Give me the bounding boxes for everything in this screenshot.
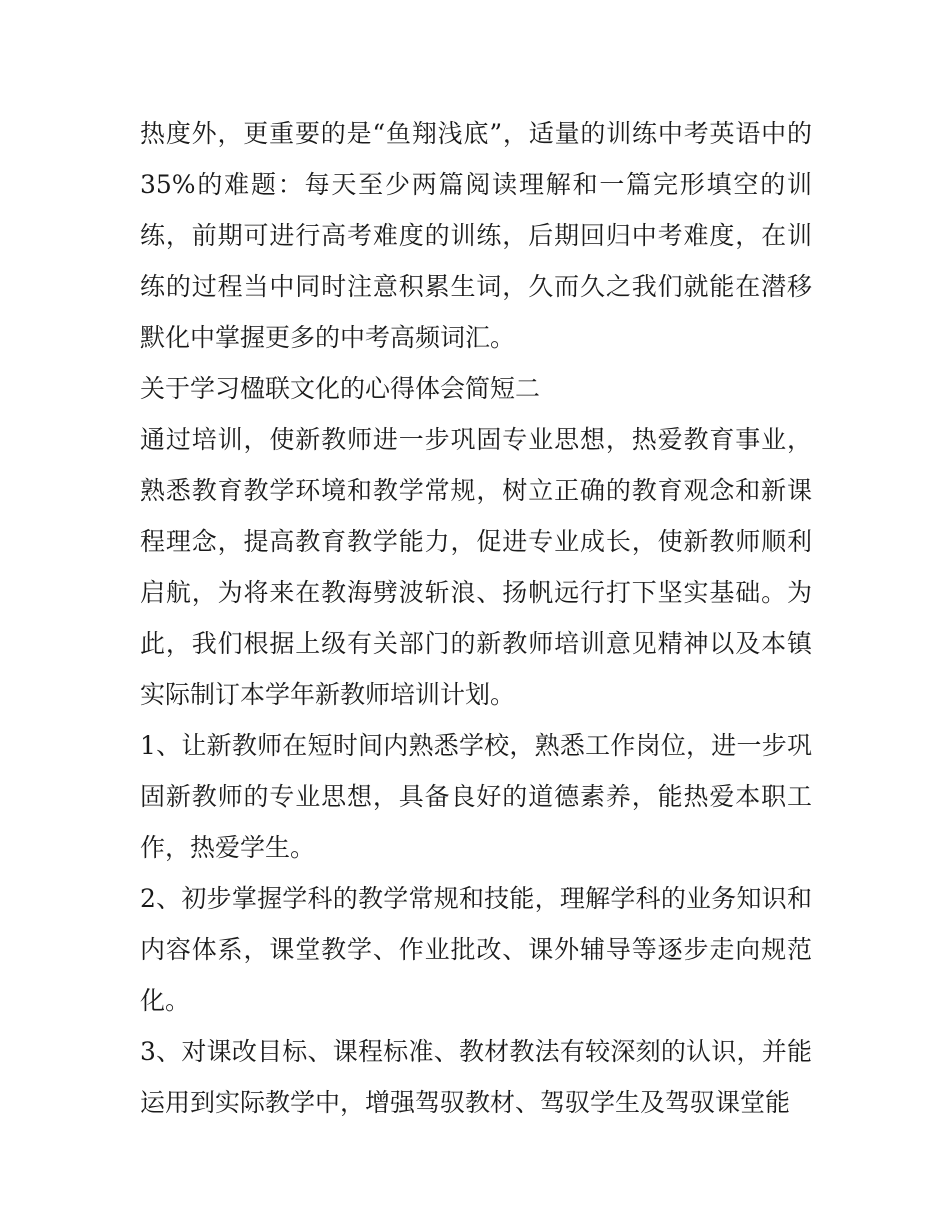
- paragraph-goal-1: 1、让新教师在短时间内熟悉学校，熟悉工作岗位，进一步巩固新教师的专业思想，具备良好的道德素养，能热爱本职工作，热爱学生。: [140, 731, 812, 862]
- paragraph-goal-2: 2、初步掌握学科的教学常规和技能，理解学科的业务知识和内容体系，课堂教学、作业批改、课外辅导等逐步走向规范化。: [140, 884, 812, 1015]
- paragraph-intro-continued: 热度外，更重要的是“鱼翔浅底”，适量的训练中考英语中的35%的难题：每天至少两篇阅读理解和一篇完形填空的训练，前期可进行高考难度的训练，后期回归中考难度，在训练的过程当中同时注意积累生词，久而久之我们就能在潜移默化中掌握更多的中考高频词汇。: [140, 119, 812, 352]
- paragraph-training-purpose: 通过培训，使新教师进一步巩固专业思想，热爱教育事业，熟悉教育教学环境和教学常规，树立正确的教育观念和新课程理念，提高教育教学能力，促进专业成长，使新教师顺利启航，为将来在教海劈波斩浪、扬帆远行打下坚实基础。为此，我们根据上级有关部门的新教师培训意见精神以及本镇实际制订本学年新教师培训计划。: [140, 425, 812, 709]
- paragraph-goal-3: 3、对课改目标、课程标准、教材教法有较深刻的认识，并能运用到实际教学中，增强驾驭教材、驾驭学生及驾驭课堂能: [140, 1037, 812, 1117]
- document-body: [140, 108, 812, 1128]
- section-heading: 关于学习楹联文化的心得体会简短二: [140, 374, 541, 403]
